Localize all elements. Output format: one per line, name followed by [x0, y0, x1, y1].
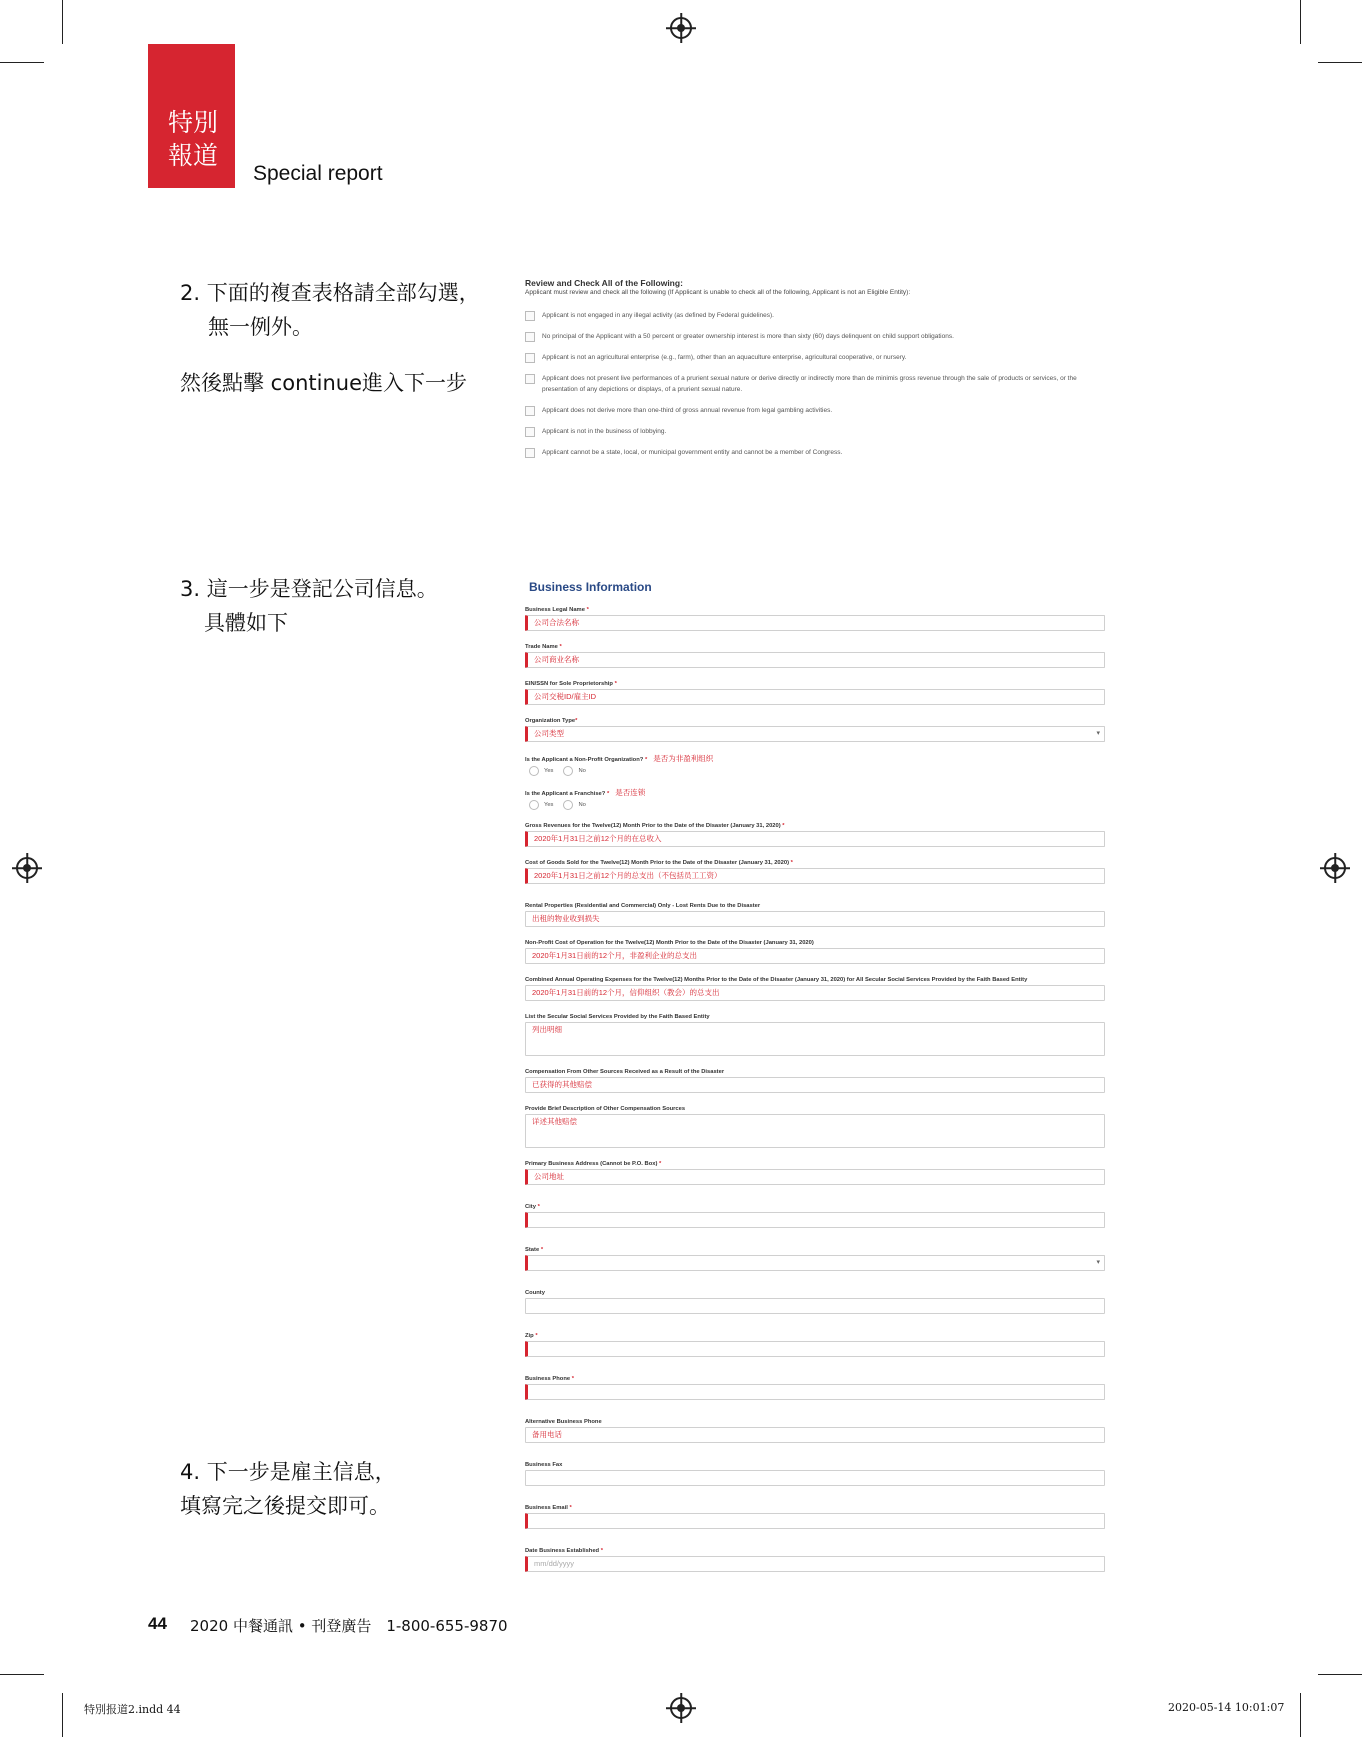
business-phone-field: [525, 1375, 1105, 1400]
radio-circle-icon: [563, 766, 573, 776]
checkbox[interactable]: [525, 311, 535, 321]
badge-text: 報道: [168, 141, 219, 170]
county-input[interactable]: [525, 1298, 1105, 1314]
field-label: Business Email: [525, 1505, 568, 1511]
county-field: [525, 1289, 1105, 1314]
required-mark: *: [586, 607, 589, 613]
checklist-item: [525, 405, 1105, 416]
compensation-desc-textarea[interactable]: 详述其他赔偿: [525, 1114, 1105, 1148]
review-checklist: [525, 278, 1105, 458]
gross-revenue-input[interactable]: 2020年1月31日之前12个月的在总收入: [525, 831, 1105, 847]
field-note: 是否为非盈利组织: [653, 754, 714, 763]
trade-name-field: [525, 643, 1105, 668]
required-mark: *: [644, 757, 648, 763]
required-mark: *: [559, 644, 562, 650]
checklist-label: No principal of the Applicant with a 50 percent or greater ownership interest is more than sixty (60) days delinquent on child support obligations.: [542, 333, 954, 340]
radio-label: No: [578, 768, 586, 774]
checkbox[interactable]: [525, 353, 535, 363]
checklist-item: [525, 352, 1105, 363]
field-label: Is the Applicant a Franchise?: [525, 791, 606, 797]
business-phone-input[interactable]: [525, 1384, 1105, 1400]
field-label: Gross Revenues for the Twelve(12) Month Prior to the Date of the Disaster (January 31, 2020): [525, 823, 781, 829]
radio-yes[interactable]: [529, 800, 553, 810]
compensation-desc-field: [525, 1105, 1105, 1148]
radio-circle-icon: [529, 766, 539, 776]
checklist-label: Applicant cannot be a state, local, or municipal government entity and cannot be a member of Congress.: [542, 449, 843, 456]
crop-mark: [1300, 1693, 1301, 1737]
review-subtitle: Applicant must review and check all the following (If Applicant is unable to check all of the following, Applicant is not an Eligible Entity):: [525, 289, 911, 296]
legal-name-field: [525, 606, 1105, 631]
ein-field: [525, 680, 1105, 705]
fax-field: [525, 1461, 1105, 1486]
checklist-item: [525, 310, 1105, 321]
radio-circle-icon: [529, 800, 539, 810]
crop-mark: [0, 62, 44, 63]
checklist-item: [525, 331, 1105, 342]
address-input[interactable]: 公司地址: [525, 1169, 1105, 1185]
step-2: [180, 276, 480, 400]
radio-label: Yes: [544, 768, 554, 774]
date-placeholder: mm/dd/yyyy: [534, 1559, 575, 1568]
field-label: Is the Applicant a Non-Profit Organization?: [525, 757, 644, 763]
step-3: [180, 572, 438, 640]
registration-mark-icon: [1324, 857, 1346, 879]
field-label: Business Fax: [525, 1462, 563, 1468]
required-mark: *: [614, 681, 617, 687]
required-mark: *: [540, 1247, 544, 1253]
form-title: Business Information: [529, 580, 652, 594]
checklist-label: Applicant does not present live performances of a prurient sexual nature or derive directly or indirectly more than de minimis gross revenue through the sale of products or services, or the presentation of any depictions or displays, of a prurient sexual nature.: [542, 375, 1077, 393]
nonprofit-cost-field: [525, 939, 1105, 964]
field-label: List the Secular Social Services Provided by the Faith Based Entity: [525, 1014, 710, 1020]
checklist-item: [525, 426, 1105, 437]
rental-field: [525, 902, 1105, 927]
checkbox[interactable]: [525, 332, 535, 342]
radio-yes[interactable]: [529, 766, 553, 776]
radio-no[interactable]: [563, 766, 585, 776]
slug-filename: 特別报道2.indd 44: [84, 1703, 181, 1716]
registration-mark-icon: [670, 17, 692, 39]
field-label: State: [525, 1247, 540, 1253]
checklist-label: Applicant is not an agricultural enterprise (e.g., farm), other than an aquaculture enterprise, agricultural cooperative, or nursery.: [542, 354, 907, 361]
field-label: Business Legal Name: [525, 607, 585, 613]
field-label: Combined Annual Operating Expenses for the Twelve(12) Months Prior to the Date of the Disaster (January 31, 2020) for All Secular Social Services Provided by the Faith Based Entity: [525, 977, 1028, 983]
step-4: [180, 1455, 396, 1523]
fax-input[interactable]: [525, 1470, 1105, 1486]
checklist-item: [525, 447, 1105, 458]
field-label: Organization Type: [525, 718, 576, 724]
date-established-field: [525, 1547, 1105, 1572]
alt-phone-input[interactable]: 备用电话: [525, 1427, 1105, 1443]
field-label: Trade Name: [525, 644, 558, 650]
field-label: Rental Properties (Residential and Commercial) Only - Lost Rents Due to the Disaster: [525, 903, 761, 909]
checklist-item: [525, 373, 1105, 395]
radio-no[interactable]: [563, 800, 585, 810]
step-text: 填寫完之後提交即可。: [180, 1494, 390, 1518]
registration-mark-icon: [16, 857, 38, 879]
trade-name-input[interactable]: 公司商业名称: [525, 652, 1105, 668]
checklist-label: Applicant does not derive more than one-third of gross annual revenue from legal gambling activities.: [542, 407, 833, 414]
field-label: EIN/SSN for Sole Proprietorship: [525, 681, 613, 687]
alt-phone-field: [525, 1418, 1105, 1443]
org-type-field: [525, 717, 1105, 742]
step-text: 然後點擊 continue進入下一步: [180, 371, 467, 395]
field-label: Compensation From Other Sources Received as a Result of the Disaster: [525, 1069, 725, 1075]
field-label: City: [525, 1204, 536, 1210]
field-label: Cost of Goods Sold for the Twelve(12) Month Prior to the Date of the Disaster (January 31, 2020): [525, 860, 790, 866]
business-info-form: [525, 580, 1105, 1584]
email-field: [525, 1504, 1105, 1529]
field-label: Provide Brief Description of Other Compensation Sources: [525, 1106, 686, 1112]
field-label: County: [525, 1290, 545, 1296]
cogs-field: [525, 859, 1105, 884]
date-established-input[interactable]: [525, 1556, 1105, 1572]
step-text: 4. 下一步是雇主信息，: [180, 1460, 396, 1484]
footer-text: 2020 中餐通訊 • 刊登廣告 1-800-655-9870: [190, 1617, 508, 1635]
zip-field: [525, 1332, 1105, 1357]
field-label: Primary Business Address (Cannot be P.O. Box): [525, 1161, 658, 1167]
cogs-input[interactable]: 2020年1月31日之前12个月的总支出（不包括员工工资）: [525, 868, 1105, 884]
required-mark: *: [569, 1505, 572, 1511]
address-field: [525, 1160, 1105, 1185]
field-note: 是否连锁: [615, 788, 646, 797]
crop-mark: [1300, 0, 1301, 44]
checkbox[interactable]: [525, 448, 535, 458]
secular-services-textarea[interactable]: 列出明细: [525, 1022, 1105, 1056]
field-label: Non-Profit Cost of Operation for the Twelve(12) Month Prior to the Date of the Disaster (January 31, 2020): [525, 940, 814, 946]
required-mark: *: [571, 1376, 574, 1382]
crop-mark: [0, 1674, 44, 1675]
radio-circle-icon: [563, 800, 573, 810]
field-label: Zip: [525, 1333, 534, 1339]
checklist-label: Applicant is not in the business of lobbying.: [542, 428, 667, 435]
compensation-field: [525, 1068, 1105, 1093]
slug-timestamp: 2020-05-14 10:01:07: [1168, 1701, 1285, 1714]
required-mark: *: [600, 1548, 603, 1554]
section-badge: [148, 44, 235, 188]
combined-expenses-input[interactable]: 2020年1月31日前的12个月，信仰组织（教会）的总支出: [525, 985, 1105, 1001]
city-input[interactable]: [525, 1212, 1105, 1228]
required-mark: *: [535, 1333, 538, 1339]
state-select[interactable]: [525, 1255, 1105, 1271]
state-field: [525, 1246, 1105, 1271]
email-input[interactable]: [525, 1513, 1105, 1529]
checkbox[interactable]: [525, 406, 535, 416]
review-title: Review and Check All of the Following:: [525, 278, 683, 288]
crop-mark: [1318, 62, 1362, 63]
nonprofit-cost-input[interactable]: 2020年1月31日前的12个月，非盈利企业的总支出: [525, 948, 1105, 964]
field-label: Alternative Business Phone: [525, 1419, 602, 1425]
franchise-field: [525, 788, 1105, 810]
ein-input[interactable]: 公司交税ID/雇主ID: [525, 689, 1105, 705]
zip-input[interactable]: [525, 1341, 1105, 1357]
required-mark: *: [790, 860, 793, 866]
checkbox[interactable]: [525, 374, 535, 384]
secular-services-field: [525, 1013, 1105, 1056]
section-title: Special report: [253, 162, 383, 185]
gross-revenue-field: [525, 822, 1105, 847]
field-label: Business Phone: [525, 1376, 571, 1382]
step-text: 具體如下: [204, 611, 288, 635]
checklist-label: Applicant is not engaged in any illegal activity (as defined by Federal guidelines).: [542, 312, 774, 319]
rental-input[interactable]: 出租的物业收到损失: [525, 911, 1105, 927]
crop-mark: [62, 1693, 63, 1737]
nonprofit-field: [525, 754, 1105, 776]
city-field: [525, 1203, 1105, 1228]
page-number: 44: [148, 1614, 167, 1633]
step-text: 3. 這一步是登記公司信息。: [180, 577, 438, 601]
radio-label: Yes: [544, 802, 554, 808]
required-mark: *: [606, 791, 610, 797]
required-mark: *: [575, 718, 578, 724]
required-mark: *: [537, 1204, 540, 1210]
org-type-select[interactable]: 公司类型 ▾: [525, 726, 1105, 742]
step-text: 無一例外。: [208, 315, 313, 339]
legal-name-input[interactable]: 公司合法名称: [525, 615, 1105, 631]
crop-mark: [62, 0, 63, 44]
registration-mark-icon: [670, 1697, 692, 1719]
crop-mark: [1318, 1674, 1362, 1675]
field-label: Date Business Established: [525, 1548, 600, 1554]
radio-label: No: [578, 802, 586, 808]
badge-text: 特別: [168, 108, 219, 137]
checkbox[interactable]: [525, 427, 535, 437]
step-text: 2. 下面的複查表格請全部勾選，: [180, 281, 480, 305]
required-mark: *: [659, 1161, 662, 1167]
combined-expenses-field: [525, 976, 1105, 1001]
compensation-input[interactable]: 已获得的其他赔偿: [525, 1077, 1105, 1093]
required-mark: *: [782, 823, 785, 829]
